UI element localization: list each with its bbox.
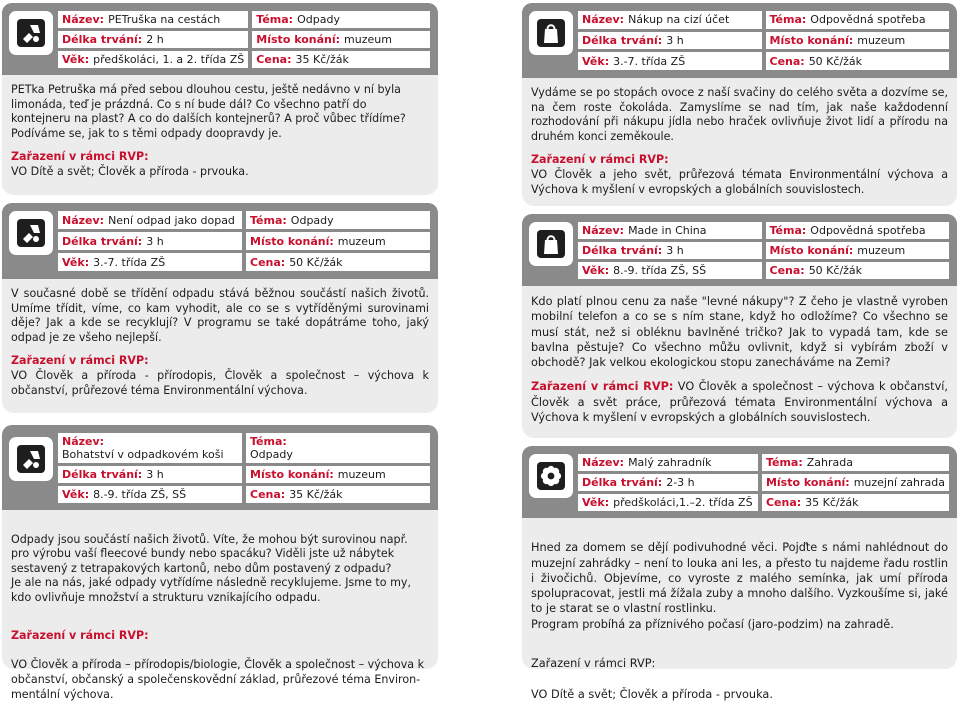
rvp-text: VO Člověk a příroda - přírodopis, Člověk a společnost – výchova k občanství, průřezové téma Environmentální výchova. (11, 368, 429, 397)
card-header (522, 446, 957, 518)
field-tema: Téma: Zahrada (762, 454, 949, 471)
rvp-heading: Zařazení v rámci RVP: (11, 150, 149, 164)
field-nazev: Název: Malý zahradník (578, 454, 758, 471)
shopping-bag-icon (529, 222, 573, 266)
program-card-made-in-china (522, 214, 957, 438)
rvp-heading: Zařazení v rámci RVP: (11, 354, 149, 368)
card-description: Odpady jsou součástí našich životů. Víte, že mohou být surovinou např. pro výrobu vaší fleecové bundy nebo spacáku? Viděli jste už nábytek sestavený z tetrapakových kartonů, nebo dům postavený z odpadu? Je ale na nás, jaké odpady vytřídíme následně recyklujeme. Jsme to my, kdo ovlivňuje množství a strukturu vznikajícího odpadu. (11, 532, 411, 604)
program-card-neni-odpad (2, 203, 438, 413)
field-vek: Věk: 3.-7. třída ZŠ (58, 253, 242, 271)
rvp-heading: Zařazení v rámci RVP: (531, 380, 674, 394)
rvp-text: VO Člověk a jeho svět, průřezová témata Environmentální výchova a Výchova k myšlení v evropských a globálních souvislostech. (531, 167, 948, 196)
card-description: PETka Petruška má před sebou dlouhou cestu, ještě nedávno v ní byla limonáda, teď je prázdná. Co s ní bude dál? Co všechno patří do kontejneru na plast? A co do dalších kontejnerů? A proč vůbec třídíme? Podíváme se, jak to s těmi odpady doopravdy je. (11, 83, 406, 140)
field-misto: Místo konání: muzejní zahrada (762, 474, 949, 491)
card-info-grid (58, 11, 430, 67)
field-delka: Délka trvání: 3 h (578, 32, 762, 50)
card-body (522, 78, 957, 206)
program-card-bohatstvi (2, 425, 438, 701)
field-vek: Věk: 3.-7. třída ZŠ (578, 52, 762, 70)
card-info-grid (578, 11, 949, 70)
field-nazev: Název: Made in China (578, 222, 762, 239)
field-cena: Cena: 35 Kč/žák (252, 51, 430, 68)
field-vek: Věk: předškoláci, 1. a 2. třída ZŠ (58, 51, 248, 68)
card-header (522, 3, 957, 78)
field-delka: Délka trvání: 3 h (58, 466, 242, 483)
flower-icon (529, 454, 573, 498)
rvp-text: VO Dítě a svět; Člověk a příroda - prvouka. (11, 164, 249, 178)
recycle-spray-icon (9, 211, 53, 255)
card-header (2, 425, 438, 510)
field-misto: Místo konání: muzeum (252, 31, 430, 48)
card-header (522, 214, 957, 286)
program-card-petruska (2, 3, 438, 195)
field-cena: Cena: 50 Kč/žák (246, 253, 430, 271)
rvp-text: VO Dítě a svět; Člověk a příroda - prvouka. (531, 687, 773, 701)
recycle-spray-icon (9, 11, 53, 55)
field-misto: Místo konání: muzeum (246, 466, 430, 483)
field-tema: Téma: Odpady (246, 433, 430, 463)
card-info-grid (58, 433, 430, 502)
card-body (2, 510, 438, 701)
field-misto: Místo konání: muzeum (766, 32, 950, 50)
program-card-maly-zahradnik (522, 446, 957, 701)
rvp-text: VO Člověk a společnost – výchova k občanství, Člověk a svět práce, průřezová témata Environmentální výchova a Výchova k myšlení v evropských a globálních souvislostech. (531, 380, 949, 425)
field-tema: Téma: Odpady (252, 11, 430, 28)
program-card-nakup (522, 3, 957, 206)
field-vek: Věk: 8.-9. třída ZŠ, SŠ (578, 262, 762, 279)
field-cena: Cena: 35 Kč/žák (246, 486, 430, 503)
field-cena: Cena: 50 Kč/žák (766, 262, 950, 279)
field-nazev: Název: Není odpad jako dopad (58, 211, 242, 229)
shopping-bag-icon (529, 11, 573, 55)
card-info-grid (578, 454, 949, 510)
recycle-spray-icon (9, 437, 53, 481)
rvp-paragraph (531, 379, 948, 425)
rvp-heading: Zařazení v rámci RVP: (11, 629, 149, 643)
card-description: V současné době se třídění odpadu stává běžnou součástí našich životů. Umíme třídit, víme, co kam vyhodit, ale co se s vytříděnými surovinami děje? Jak a kde se recyklují? V programu se také dopátráme toho, jaký odpad je ze všeho nejlepší. (11, 287, 429, 344)
card-description: Kdo platí plnou cenu za naše "levné nákupy"? Z čeho je vlastně vyroben mobilní telefon a co se s ním stane, když ho odložíme? Co všechno se musí stát, než si obléknu bavlněné tričko? Jak to vypadá tam, kde se bavlna pěstuje? Co všechno můžu ovlivnit, když si vybírám zboží v obchodě? Jak velkou ekologickou stopu zanecháváme na Zemi? (531, 295, 948, 370)
card-header (2, 3, 438, 75)
card-body (522, 286, 957, 438)
field-nazev: Název: PETruška na cestách (58, 11, 248, 28)
field-misto: Místo konání: muzeum (766, 242, 950, 259)
field-vek: Věk: předškoláci,1.–2. třída ZŠ (578, 494, 758, 511)
field-delka: Délka trvání: 2-3 h (578, 474, 758, 491)
field-delka: Délka trvání: 3 h (578, 242, 762, 259)
field-cena: Cena: 35 Kč/žák (762, 494, 949, 511)
rvp-heading: Zařazení v rámci RVP: (531, 153, 669, 167)
rvp-text: VO Člověk a příroda – přírodopis/biologie, Člověk a společnost – výchova k občanství, občanský a společenskovědní základ, průřezové téma Environmentální výchova. (11, 658, 425, 701)
field-nazev: Název: Nákup na cizí účet (578, 11, 762, 29)
field-misto: Místo konání: muzeum (246, 232, 430, 250)
field-delka: Délka trvání: 2 h (58, 31, 248, 48)
card-body (2, 279, 438, 413)
field-vek: Věk: 8.-9. třída ZŠ, SŠ (58, 486, 242, 503)
card-info-grid (58, 211, 430, 271)
field-tema: Téma: Odpovědná spotřeba (766, 222, 950, 239)
card-description: Hned za domem se dějí podivuhodné věci. Pojďte s námi nahlédnout do muzejní zahrádky – není to louka ani les, a přesto tu najdeme řadu rostlin i živočichů. Objevíme, co vyroste z malého semínka, jak umí příroda spolupracovat, jestli má žížala zuby a mnoho dalšího. Vyzkoušíme si, jaké to je starat se o vlastní rostlinku. Program probíhá za příznivého počasí (jaro-podzim) na zahradě. (531, 541, 948, 631)
field-tema: Téma: Odpady (246, 211, 430, 229)
rvp-heading: Zařazení v rámci RVP: (531, 657, 656, 671)
card-header (2, 203, 438, 279)
card-body (522, 518, 957, 701)
card-body (2, 75, 438, 195)
field-delka: Délka trvání: 3 h (58, 232, 242, 250)
field-tema: Téma: Odpovědná spotřeba (766, 11, 950, 29)
field-cena: Cena: 50 Kč/žák (766, 52, 950, 70)
card-info-grid (578, 222, 949, 278)
field-nazev: Název: Bohatství v odpadkovém koši (58, 433, 242, 463)
card-description: Vydáme se po stopách ovoce z naší svačiny do celého světa a dozvíme se, na čem roste čokoláda. Zamyslíme se nad tím, jak naše každodenní rozhodování při nákupu jídla nebo hraček ovlivňuje život lidí a přírodu na druhém konci zeměkoule. (531, 86, 948, 143)
